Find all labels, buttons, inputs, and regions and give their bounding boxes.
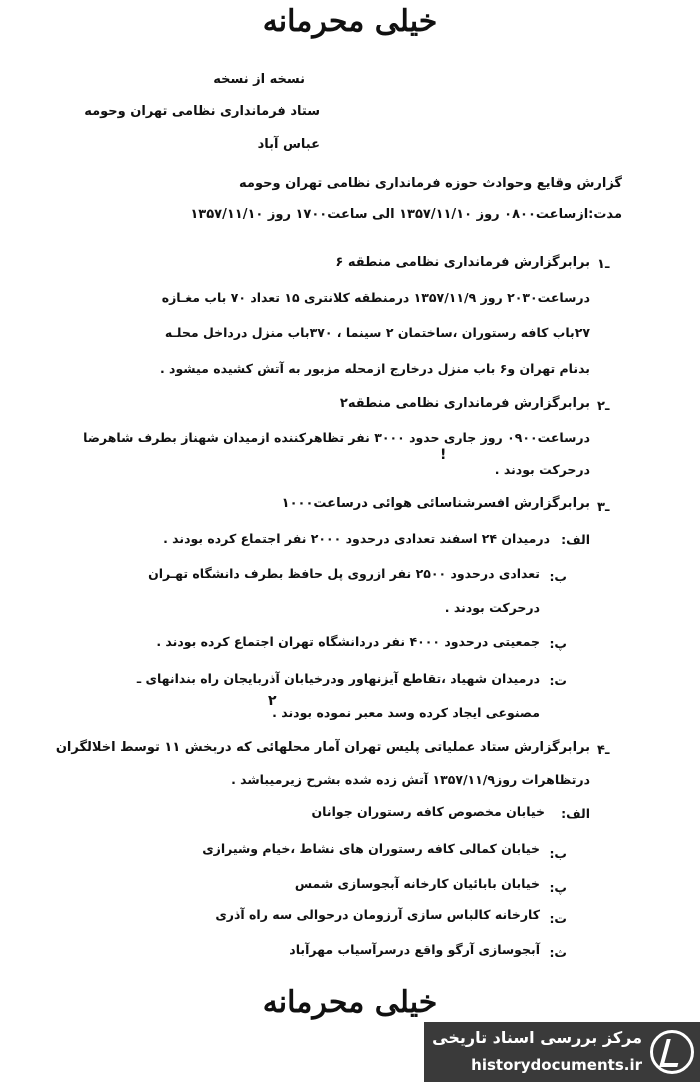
item-line: درساعت۰۹۰۰ روز جاری حدود ۳۰۰۰ نفر تظاهرکننده ازمیدان شهناز بطرف شاهرضا (83, 430, 590, 445)
item-line: ۲۷باب کافه رستوران ،ساختمان ۲ سینما ، ۳۷۰باب منزل درداخل محلـه (164, 325, 590, 340)
sub-item-line: کارخانه کالباس سازی آرزومان درحوالی سه راه آذری (215, 907, 540, 922)
item-line: بدنام تهران و۶ باب منزل درخارج ازمحله مزبور به آتش کشیده میشود . (159, 361, 590, 376)
department-line: عباس آباد (257, 137, 320, 152)
recipient-line: ستاد فرمانداری نظامی تهران وحومه (84, 104, 320, 119)
item-number: ۱ـ (597, 257, 610, 272)
archive-watermark (424, 1022, 700, 1082)
sub-item-line: تعدادی درحدود ۲۵۰۰ نفر ازروی پل حافظ بطرف دانشگاه تهـران (148, 566, 540, 581)
report-subject: گزارش وقایع وحوادث حوزه فرمانداری نظامی تهران وحومه (239, 176, 622, 191)
sub-item-label: پ: (549, 880, 567, 895)
sub-item-line: درمیدان شهیاد ،تقاطع آیزنهاور ودرخیابان آذربایجان راه بندانهای ـ (136, 671, 540, 686)
watermark-title: مرکز بررسی اسناد تاریخی (432, 1028, 642, 1047)
item-title: برابرگزارش فرمانداری نظامی منطقه۲ (339, 396, 590, 411)
classification-stamp-top: خیلی محرمانه (262, 4, 438, 39)
handwritten-mark: ! (440, 447, 447, 463)
sub-item-label: ث: (549, 945, 567, 960)
sub-item-line: درمیدان ۲۴ اسفند تعدادی درحدود ۲۰۰۰ نفر اجتماع کرده بودند . (163, 531, 550, 546)
item-line: درساعت۲۰۳۰ روز ۱۳۵۷/۱۱/۹ درمنطقه کلانتری ۱۵ تعداد ۷۰ باب مغـازه (161, 290, 590, 305)
sub-item-line: خیابان بابائیان کارخانه آبجوسازی شمس (294, 876, 540, 891)
archive-logo-icon (650, 1030, 694, 1074)
sub-item-line: درحرکت بودند . (444, 600, 540, 615)
sub-item-label: ت: (549, 673, 567, 688)
sub-item-label: ت: (549, 911, 567, 926)
item-title: برابرگزارش فرمانداری نظامی منطقه ۶ (335, 255, 590, 270)
sub-item-line: جمعیتی درحدود ۴۰۰۰ نفر دردانشگاه تهران اجتماع کرده بودند . (156, 634, 540, 649)
sub-item-line: خیابان مخصوص کافه رستوران جوانان (311, 804, 545, 819)
sub-item-line: آبجوسازی آرگو واقع درسرآسیاب مهرآباد (289, 942, 540, 957)
item-line: درتظاهرات روز۱۳۵۷/۱۱/۹ آتش زده شده بشرح زیرمیباشد . (231, 772, 590, 787)
sub-item-line: مصنوعی ایجاد کرده وسد معبر نموده بودند . (272, 705, 540, 720)
item-number: ۳ـ (597, 500, 610, 515)
sub-item-label: الف: (561, 806, 590, 821)
sub-item-line: خیابان کمالی کافه رستوران های نشاط ،خیام وشیرازی (202, 841, 540, 856)
copy-number-line: نسخه از نسخه (213, 72, 305, 87)
report-period: مدت:ازساعت۰۸۰۰ روز ۱۳۵۷/۱۱/۱۰ الی ساعت۱۷۰۰ روز ۱۳۵۷/۱۱/۱۰ (190, 207, 622, 222)
watermark-url: historydocuments.ir (471, 1056, 642, 1074)
item-number: ۴ـ (597, 743, 610, 758)
item-line: درحرکت بودند . (494, 462, 590, 477)
item-title: برابرگزارش افسرشناسائی هوائی درساعت۱۰۰۰ (281, 496, 590, 511)
classification-stamp-bottom: خیلی محرمانه (262, 985, 438, 1020)
sub-item-label: ب: (549, 846, 567, 861)
item-number: ۲ـ (597, 399, 610, 414)
sub-item-label: پ: (549, 636, 567, 651)
handwritten-mark: ۲ (268, 693, 277, 709)
item-title: برابرگزارش ستاد عملیاتی پلیس تهران آمار محلهائی که دربخش ۱۱ توسط اخلالگران (55, 740, 590, 755)
sub-item-label: ب: (549, 569, 567, 584)
sub-item-label: الف: (561, 532, 590, 547)
